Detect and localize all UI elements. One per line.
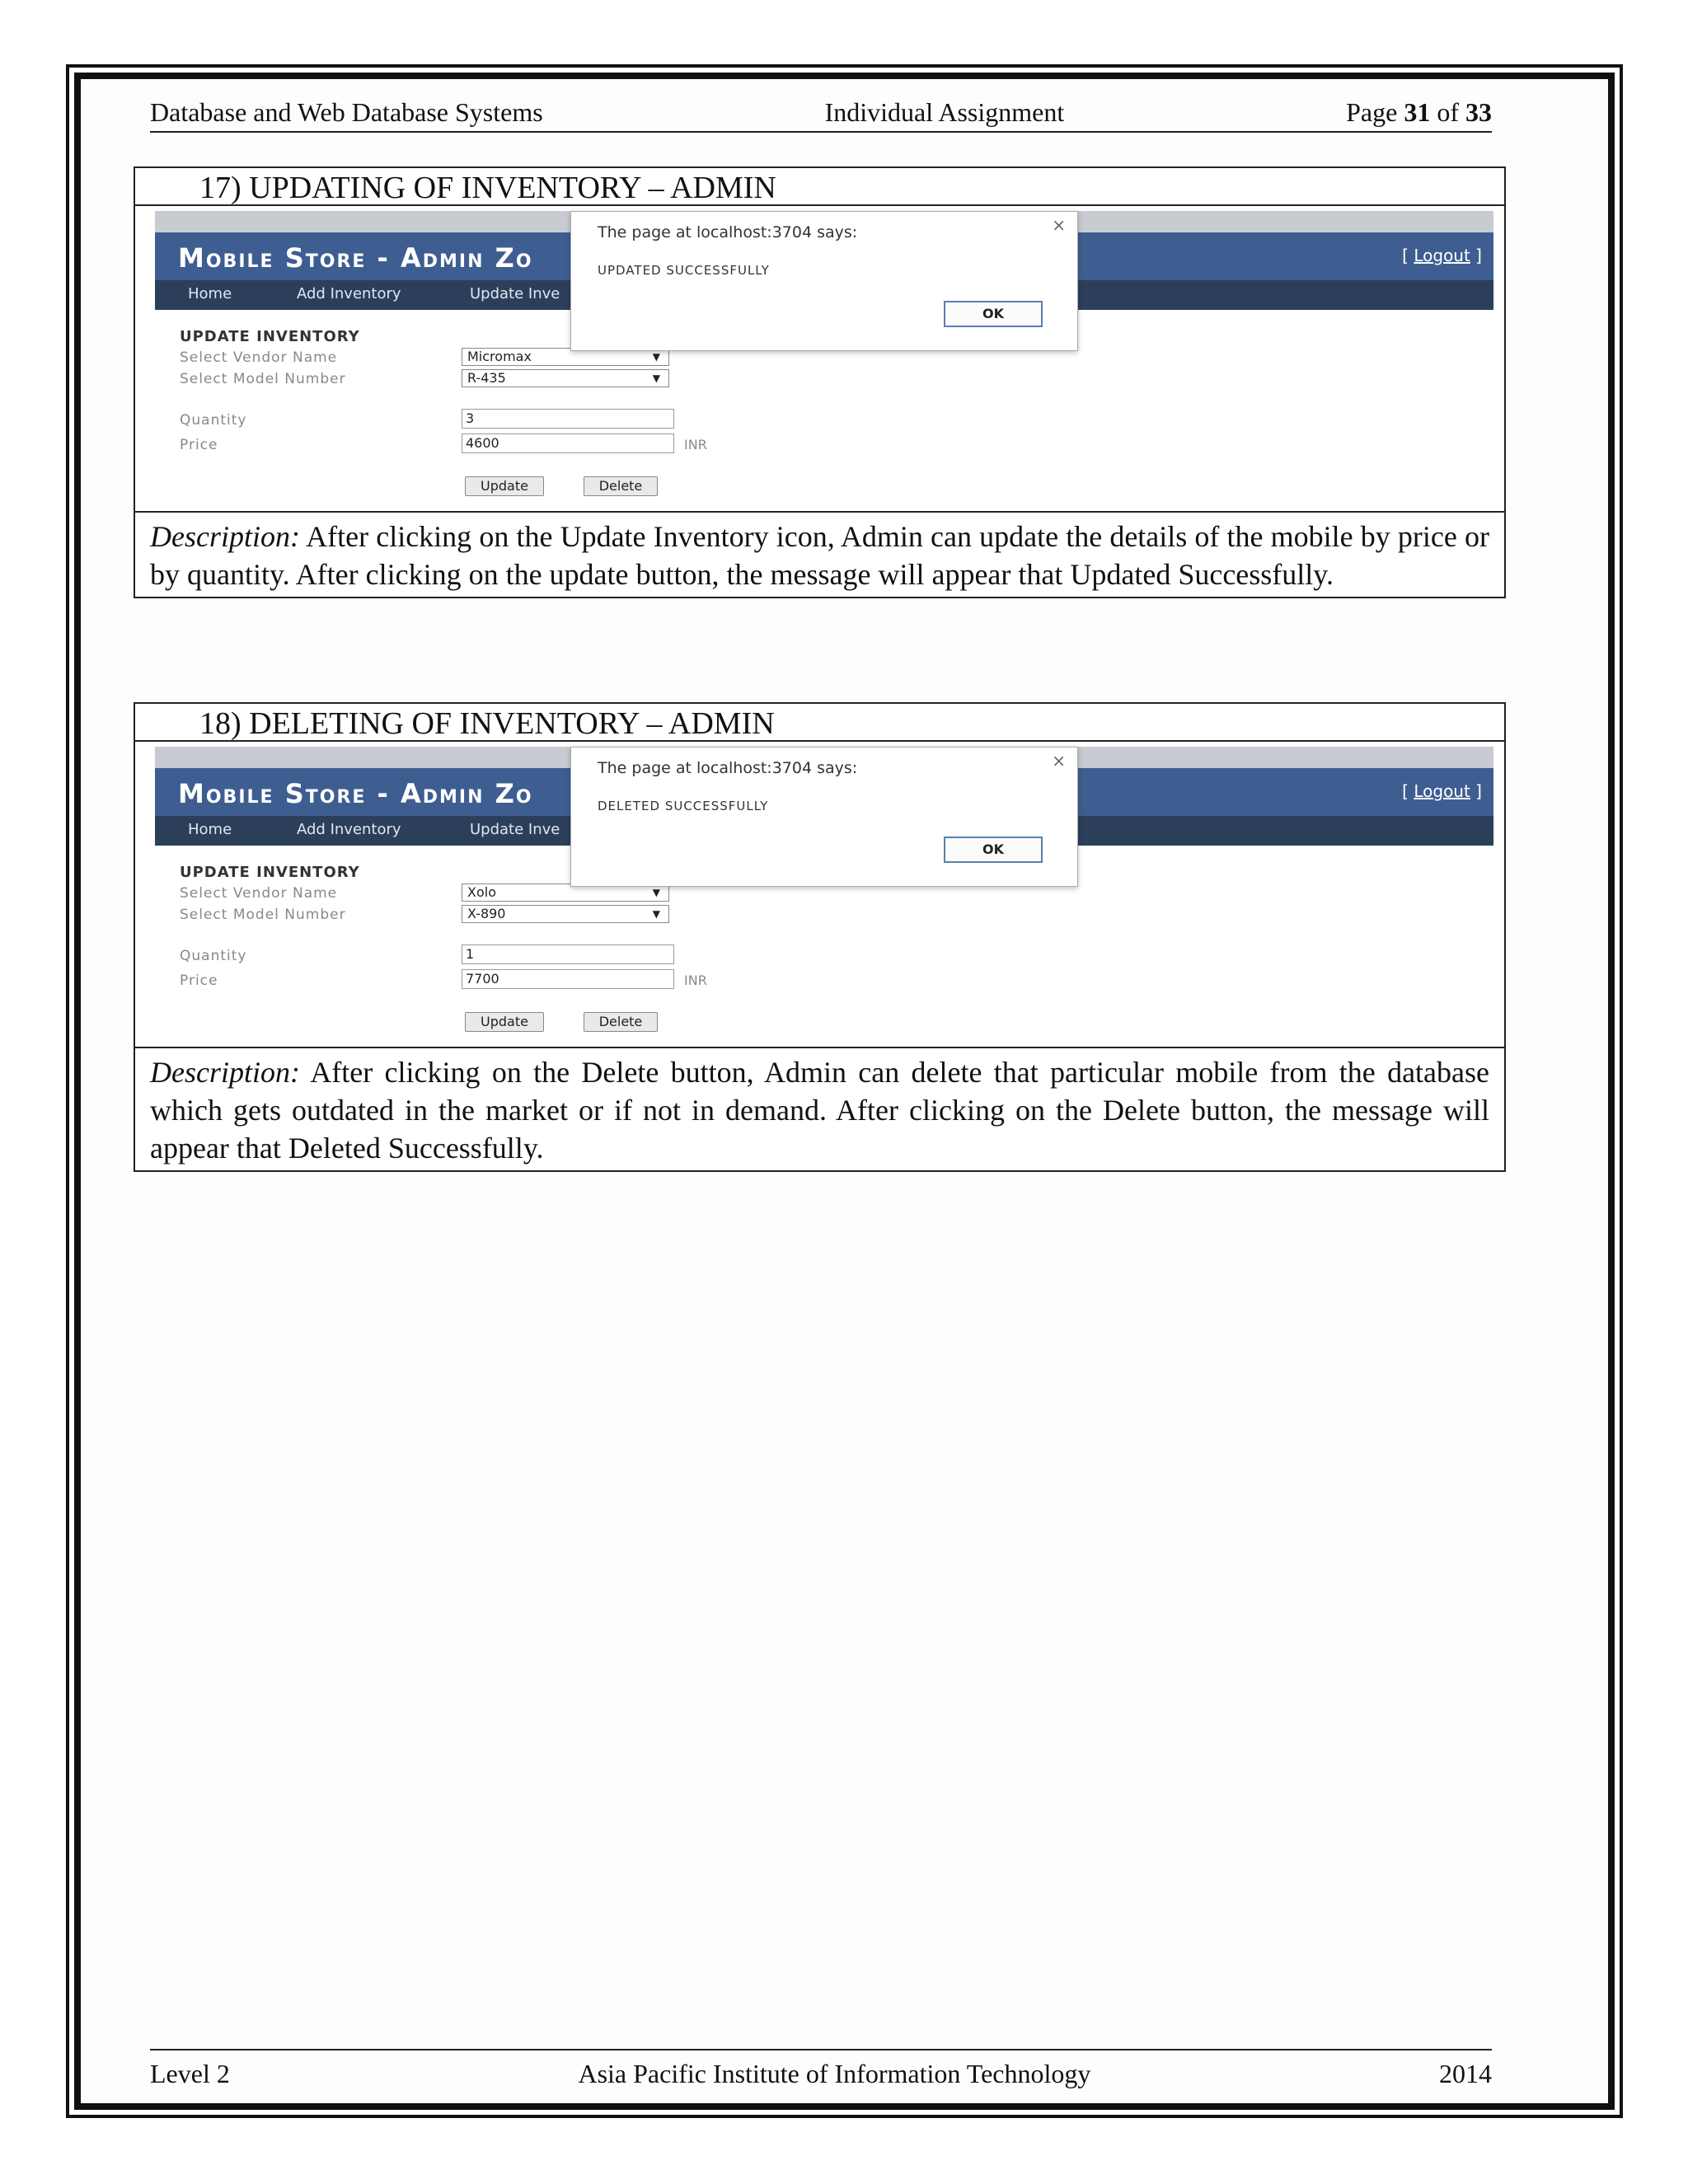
admin-app <box>155 747 1493 1045</box>
vendor-value: Micromax <box>467 349 532 364</box>
logout-bracket-open: [ <box>1402 781 1414 801</box>
section-updating-inventory <box>134 166 1506 598</box>
dropdown-arrow-icon: ▼ <box>652 351 660 363</box>
price-unit: INR <box>684 437 707 452</box>
model-select[interactable] <box>462 905 669 923</box>
description-label: Description: <box>150 520 300 553</box>
delete-button[interactable]: Delete <box>584 476 658 496</box>
screenshot-delete <box>135 742 1504 1048</box>
screenshot-update <box>135 206 1504 513</box>
dialog-message: UPDATED SUCCESSFULLY <box>598 263 770 278</box>
form-title: UPDATE INVENTORY <box>180 864 360 881</box>
app-brand: Mobile Store - Admin Zo <box>178 778 533 809</box>
logout-link[interactable] <box>1402 246 1482 265</box>
footer-year: 2014 <box>1439 2059 1492 2088</box>
nav-add-inventory[interactable]: Add Inventory <box>297 821 401 838</box>
page-total: 33 <box>1465 97 1492 127</box>
form-title: UPDATE INVENTORY <box>180 328 360 345</box>
dialog-message: DELETED SUCCESSFULLY <box>598 799 769 813</box>
page-header <box>150 97 1492 133</box>
quantity-label: Quantity <box>180 948 247 964</box>
delete-button[interactable]: Delete <box>584 1012 658 1032</box>
model-label: Select Model Number <box>180 907 346 923</box>
close-icon[interactable]: × <box>1052 751 1066 771</box>
section-deleting-inventory <box>134 702 1506 1172</box>
page-current: 31 <box>1404 97 1431 127</box>
description-text: After clicking on the Update Inventory icon, Admin can update the details of the mobile by price or by quantity. After clicking on the update button, the message will appear that Updated Successfully. <box>150 520 1489 591</box>
nav-update-inventory[interactable]: Update Inve <box>470 285 560 302</box>
section-description <box>135 513 1504 597</box>
dropdown-arrow-icon: ▼ <box>652 908 660 920</box>
logout-link[interactable] <box>1402 781 1482 801</box>
nav-update-inventory[interactable]: Update Inve <box>470 821 560 838</box>
alert-dialog <box>570 211 1078 351</box>
quantity-input[interactable]: 3 <box>462 409 674 429</box>
dropdown-arrow-icon: ▼ <box>652 887 660 898</box>
description-text: After clicking on the Delete button, Admin can delete that particular mobile from the database which gets outdated in the market or if not in demand. After clicking on the Delete button, the message will appear that Deleted Successfully. <box>150 1056 1490 1165</box>
quantity-label: Quantity <box>180 412 247 429</box>
quantity-input[interactable]: 1 <box>462 944 674 964</box>
footer-institute: Asia Pacific Institute of Information Technology <box>578 2059 1091 2088</box>
vendor-label: Select Vendor Name <box>180 885 338 902</box>
dialog-ok-button[interactable]: OK <box>944 837 1043 863</box>
model-select[interactable] <box>462 369 669 387</box>
vendor-value: Xolo <box>467 884 496 900</box>
nav-home[interactable]: Home <box>188 285 232 302</box>
app-brand: Mobile Store - Admin Zo <box>178 242 533 274</box>
price-input[interactable]: 7700 <box>462 969 674 989</box>
nav-add-inventory[interactable]: Add Inventory <box>297 285 401 302</box>
close-icon[interactable]: × <box>1052 215 1066 235</box>
price-unit: INR <box>684 972 707 988</box>
model-value: X-890 <box>467 906 506 921</box>
dropdown-arrow-icon: ▼ <box>652 373 660 384</box>
logout-bracket-close: ] <box>1470 781 1482 801</box>
logout-text[interactable]: Logout <box>1414 781 1470 801</box>
dialog-ok-button[interactable]: OK <box>944 301 1043 327</box>
logout-bracket-open: [ <box>1402 246 1414 265</box>
description-label: Description: <box>150 1056 300 1089</box>
price-label: Price <box>180 972 218 989</box>
update-button[interactable]: Update <box>465 476 544 496</box>
section-description <box>135 1048 1504 1170</box>
page-of: of <box>1437 97 1459 127</box>
header-page-number <box>1346 97 1492 128</box>
section-title: 18) DELETING OF INVENTORY – ADMIN <box>135 704 1504 742</box>
dialog-title: The page at localhost:3704 says: <box>598 759 858 777</box>
header-course: Database and Web Database Systems <box>150 97 543 127</box>
page-prefix: Page <box>1346 97 1398 127</box>
footer-level: Level 2 <box>150 2059 230 2088</box>
vendor-label: Select Vendor Name <box>180 349 338 366</box>
price-label: Price <box>180 437 218 453</box>
alert-dialog <box>570 747 1078 887</box>
admin-app <box>155 211 1493 509</box>
page-footer <box>150 2049 1492 2089</box>
model-value: R-435 <box>467 370 506 386</box>
header-assignment: Individual Assignment <box>824 97 1065 127</box>
model-label: Select Model Number <box>180 371 346 387</box>
price-input[interactable]: 4600 <box>462 434 674 453</box>
dialog-title: The page at localhost:3704 says: <box>598 223 858 241</box>
logout-bracket-close: ] <box>1470 246 1482 265</box>
logout-text[interactable]: Logout <box>1414 246 1470 265</box>
update-button[interactable]: Update <box>465 1012 544 1032</box>
section-title: 17) UPDATING OF INVENTORY – ADMIN <box>135 168 1504 206</box>
nav-home[interactable]: Home <box>188 821 232 838</box>
